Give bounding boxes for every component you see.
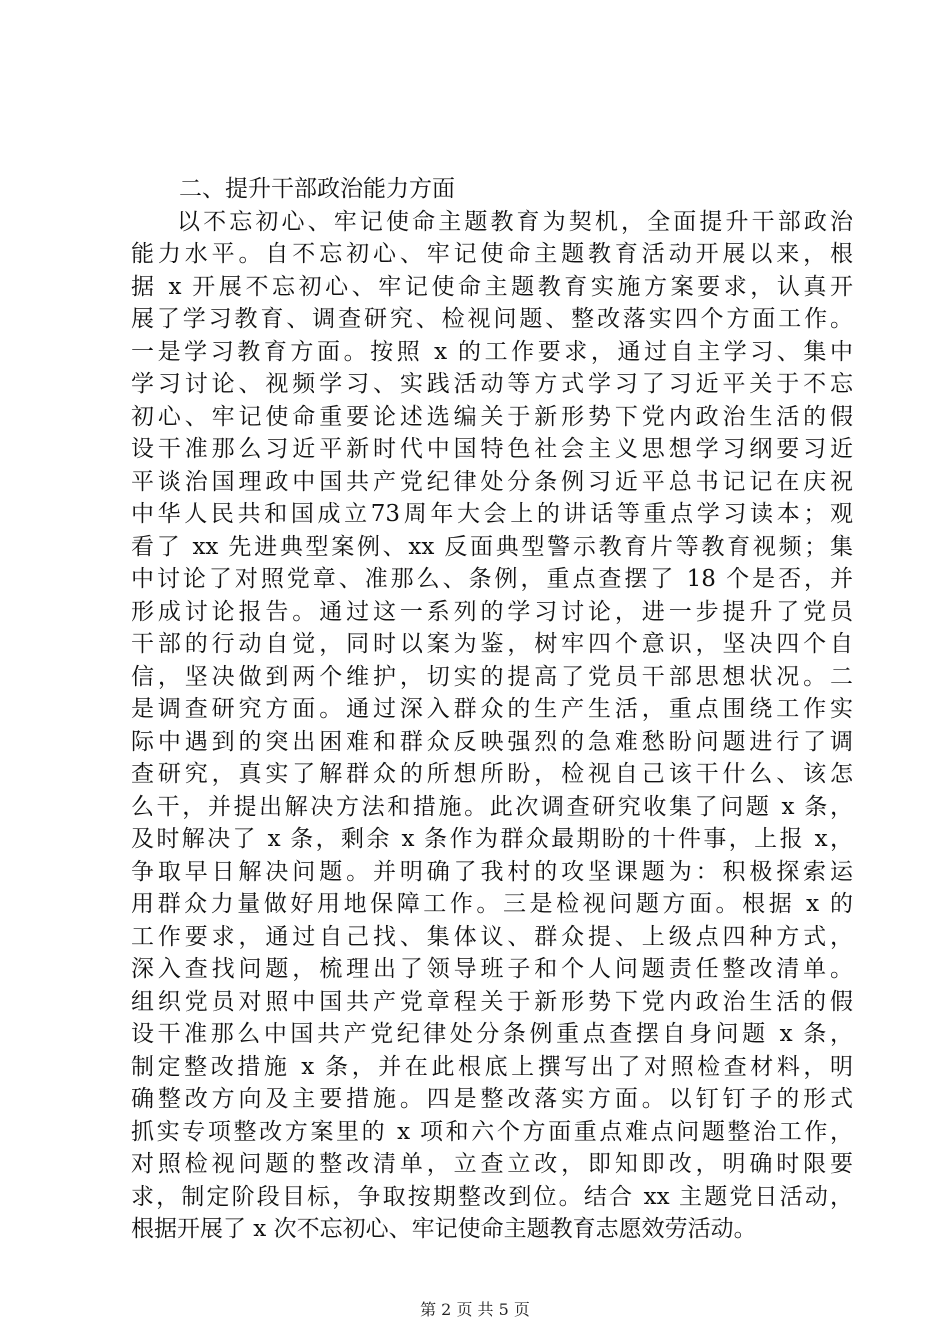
paragraph-line: 根据开展了 x 次不忘初心、牢记使命主题教育志愿效劳活动。: [131, 1216, 757, 1242]
paragraph-line: 展了学习教育、调查研究、检视问题、整改落实四个方面工作。: [131, 306, 853, 332]
paragraph-line: 看了 xx 先进典型案例、xx 反面典型警示教育片等教育视频；集: [131, 533, 853, 560]
paragraph-line: 及时解决了 x 条，剩余 x 条作为群众最期盼的十件事，上报 x，: [131, 826, 853, 852]
paragraph-line: 学习讨论、视频学习、实践活动等方式学习了习近平关于不忘: [131, 371, 853, 397]
paragraph-line: 干部的行动自觉，同时以案为鉴，树牢四个意识，坚决四个自: [131, 631, 853, 657]
paragraph-line: 能力水平。自不忘初心、牢记使命主题教育活动开展以来，根: [131, 241, 853, 267]
paragraph-line: 设干准那么习近平新时代中国特色社会主义思想学习纲要习近: [131, 436, 853, 462]
paragraph-line: 组织党员对照中国共产党章程关于新形势下党内政治生活的假: [131, 988, 853, 1015]
section-heading: 二、提升干部政治能力方面: [179, 176, 455, 202]
paragraph-line: 形成讨论报告。通过这一系列的学习讨论，进一步提升了党员: [131, 598, 853, 625]
paragraph-line: 初心、牢记使命重要论述选编关于新形势下党内政治生活的假: [131, 403, 853, 430]
body-paragraph: [131, 206, 853, 1246]
paragraph-line: 深入查找问题，梳理出了领导班子和个人问题责任整改清单。: [131, 956, 853, 982]
paragraph-line: 中讨论了对照党章、准那么、条例，重点查摆了 18 个是否，并: [131, 566, 853, 592]
paragraph-line: 信，坚决做到两个维护，切实的提高了党员干部思想状况。二: [131, 663, 853, 690]
paragraph-line: 设干准那么中国共产党纪律处分条例重点查摆自身问题 x 条，: [131, 1021, 853, 1047]
paragraph-line: 以不忘初心、牢记使命主题教育为契机，全面提升干部政治: [177, 208, 853, 235]
paragraph-line: 么干，并提出解决方法和措施。此次调查研究收集了问题 x 条，: [131, 793, 853, 820]
paragraph-line: 抓实专项整改方案里的 x 项和六个方面重点难点问题整治工作，: [131, 1118, 853, 1145]
paragraph-line: 用群众力量做好用地保障工作。三是检视问题方面。根据 x 的: [131, 891, 853, 917]
paragraph-line: 求，制定阶段目标，争取按期整改到位。结合 xx 主题党日活动，: [131, 1183, 853, 1210]
paragraph-line: 际中遇到的突出困难和群众反映强烈的急难愁盼问题进行了调: [131, 728, 853, 755]
paragraph-line: 中华人民共和国成立73周年大会上的讲话等重点学习读本；观: [131, 501, 853, 527]
paragraph-line: 对照检视问题的整改清单，立查立改，即知即改，明确时限要: [131, 1151, 853, 1177]
paragraph-line: 据 x 开展不忘初心、牢记使命主题教育实施方案要求，认真开: [131, 273, 853, 300]
paragraph-line: 工作要求，通过自己找、集体议、群众提、上级点四种方式，: [131, 923, 853, 950]
paragraph-line: 确整改方向及主要措施。四是整改落实方面。以钉钉子的形式: [131, 1086, 853, 1112]
page-number-footer: 第 2 页 共 5 页: [420, 1300, 530, 1319]
paragraph-line: 查研究，真实了解群众的所想所盼，检视自己该干什么、该怎: [131, 761, 853, 787]
paragraph-line: 平谈治国理政中国共产党纪律处分条例习近平总书记记在庆祝: [131, 468, 853, 495]
paragraph-line: 一是学习教育方面。按照 x 的工作要求，通过自主学习、集中: [131, 338, 853, 365]
paragraph-line: 是调查研究方面。通过深入群众的生产生活，重点围绕工作实: [131, 696, 853, 722]
paragraph-line: 制定整改措施 x 条，并在此根底上撰写出了对照检查材料，明: [131, 1053, 853, 1080]
paragraph-line: 争取早日解决问题。并明确了我村的攻坚课题为：积极探索运: [131, 858, 853, 885]
document-body: [131, 173, 853, 1246]
